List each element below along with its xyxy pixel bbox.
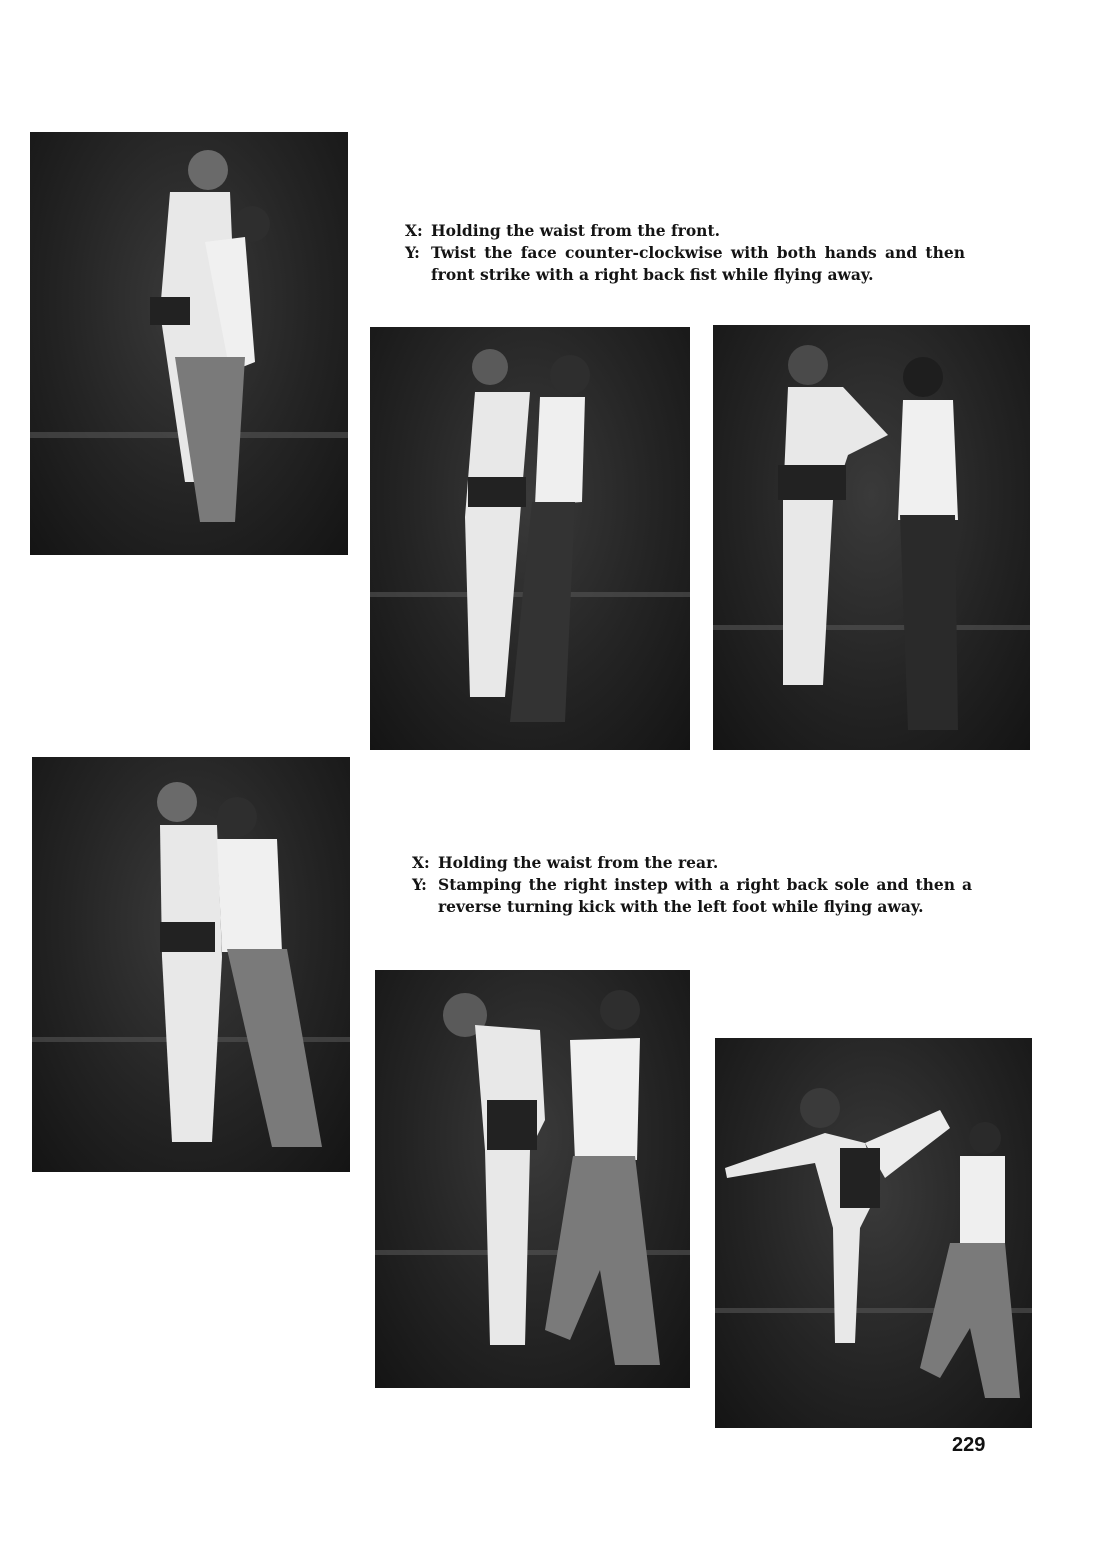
x-description: Holding the waist from the front. xyxy=(431,221,720,240)
photo-rear-hold xyxy=(32,757,350,1172)
x-label: X: xyxy=(412,853,430,872)
y-label: Y: xyxy=(412,875,427,894)
caption-front-hold xyxy=(405,220,965,286)
x-description: Holding the waist from the rear. xyxy=(438,853,719,872)
photo-front-hold xyxy=(30,132,348,555)
y-label: Y: xyxy=(405,243,420,262)
photo-back-fist xyxy=(713,325,1030,750)
y-description: Twist the face counter-clockwise with both hands and then front strike with a right back fist while flying away. xyxy=(431,243,965,284)
y-description: Stamping the right instep with a right back sole and then a reverse turning kick with the left foot while flying away. xyxy=(438,875,972,916)
x-label: X: xyxy=(405,221,423,240)
photo-instep-stamp xyxy=(375,970,690,1388)
photo-twist-face xyxy=(370,327,690,750)
photo-reverse-kick xyxy=(715,1038,1032,1428)
page-number: 229 xyxy=(952,1434,986,1456)
caption-rear-hold xyxy=(412,852,972,918)
